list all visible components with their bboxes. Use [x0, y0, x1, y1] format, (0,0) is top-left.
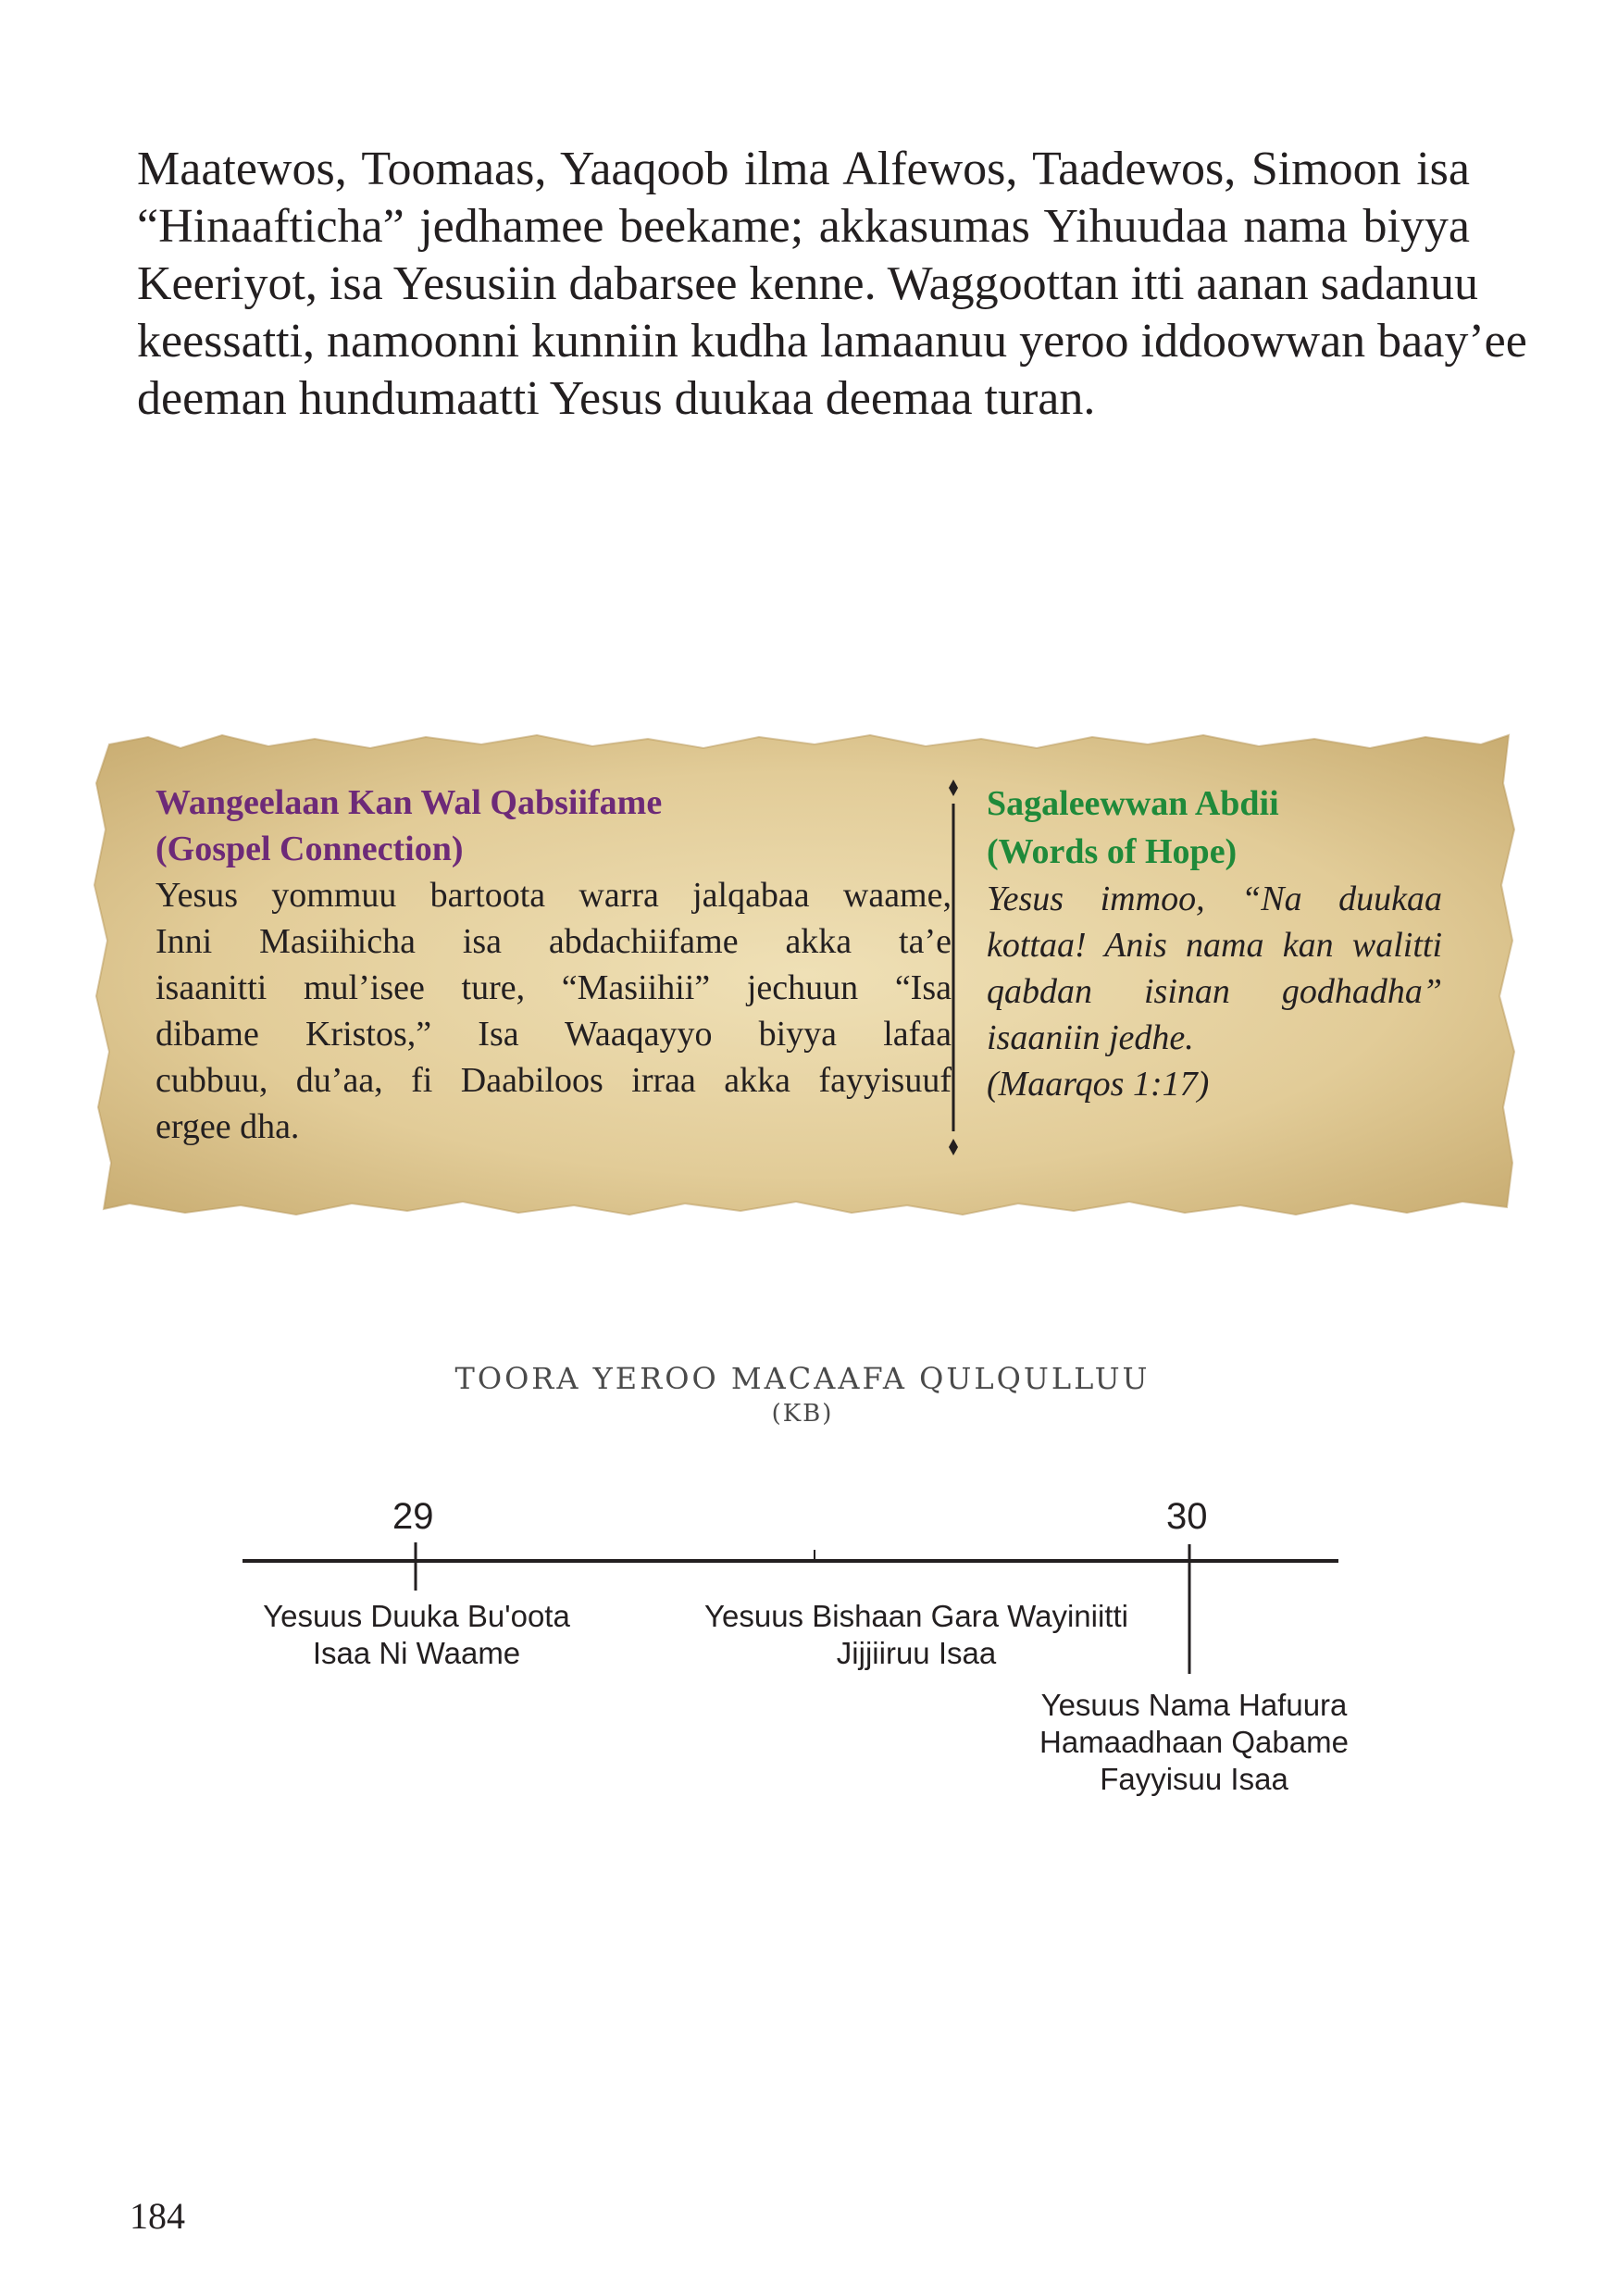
hope-subheading: (Words of Hope) — [987, 832, 1238, 871]
words-of-hope — [987, 780, 1442, 1107]
timeline-subtitle: (KB) — [771, 1400, 834, 1428]
gospel-line: ergee dha. — [156, 1107, 300, 1146]
paragraph-line: Keeriyot, isa Yesusiin dabarsee kenne. Waggoottan itti aanan sadanuu — [137, 257, 1479, 310]
timeline-title: TOORA YEROO MACAAFA QULQULLUU — [454, 1361, 1151, 1396]
paragraph-line: deeman hundumaatti Yesus duukaa deemaa turan. — [137, 372, 1096, 425]
hope-quote-line: isaaniin jedhe. — [987, 1018, 1194, 1057]
timeline-event — [685, 1598, 1148, 1672]
gospel-line: isaanitti mul’isee ture, “Masiihii” jechuun “Isa — [156, 968, 952, 1007]
hope-quote-line: qabdan isinan godhadha” — [987, 972, 1442, 1011]
timeline-event-line: Jijjiiruu Isaa — [836, 1636, 997, 1670]
hope-quote-line: kottaa! Anis nama kan walitti — [987, 926, 1442, 965]
hope-quote-line: Yesus immoo, “Na duukaa — [987, 880, 1442, 918]
body-paragraph — [137, 141, 1527, 428]
gospel-connection — [156, 780, 952, 1150]
gospel-heading: Wangeelaan Kan Wal Qabsiifame — [156, 783, 663, 822]
timeline-event-line: Hamaadhaan Qabame — [1039, 1725, 1349, 1759]
gospel-line: dibame Kristos,” Isa Waaqayyo biyya lafaa — [156, 1015, 952, 1054]
paragraph-line: “Hinaafticha” jedhamee beekame; akkasumas Yihuudaa nama biyya — [137, 200, 1470, 253]
timeline-event — [231, 1598, 602, 1672]
gospel-line: Yesus yommuu bartoota warra jalqabaa waame, — [156, 876, 952, 915]
gospel-line: cubbuu, du’aa, fi Daabiloos irraa akka fayyisuuf — [156, 1061, 952, 1100]
timeline-event-line: Isaa Ni Waame — [312, 1636, 521, 1670]
timeline-event-line: Yesuus Duuka Bu'oota — [263, 1599, 570, 1633]
timeline-year: 29 — [392, 1496, 434, 1537]
diamond-icon — [949, 780, 958, 796]
timeline-year: 30 — [1166, 1496, 1208, 1537]
paragraph-line: keessatti, namoonni kunniin kudha lamaanuu yeroo iddoowwan baay’ee — [137, 315, 1527, 368]
column-divider — [949, 780, 958, 1155]
gospel-subheading: (Gospel Connection) — [156, 830, 464, 868]
diamond-icon — [949, 1139, 958, 1155]
page-number: 184 — [130, 2195, 185, 2237]
hope-reference: (Maarqos 1:17) — [987, 1065, 1210, 1104]
gospel-line: Inni Masiihicha isa abdachiifame akka ta’e — [156, 922, 952, 961]
paragraph-line: Maatewos, Toomaas, Yaaqoob ilma Alfewos, Taadewos, Simoon isa — [137, 143, 1470, 195]
timeline-event-line: Fayyisuu Isaa — [1100, 1762, 1288, 1796]
hope-heading: Sagaleewwan Abdii — [987, 784, 1279, 823]
timeline-event-line: Yesuus Nama Hafuura — [1040, 1688, 1348, 1722]
timeline-event — [990, 1687, 1398, 1798]
timeline-event-line: Yesuus Bishaan Gara Wayiniitti — [704, 1599, 1128, 1633]
